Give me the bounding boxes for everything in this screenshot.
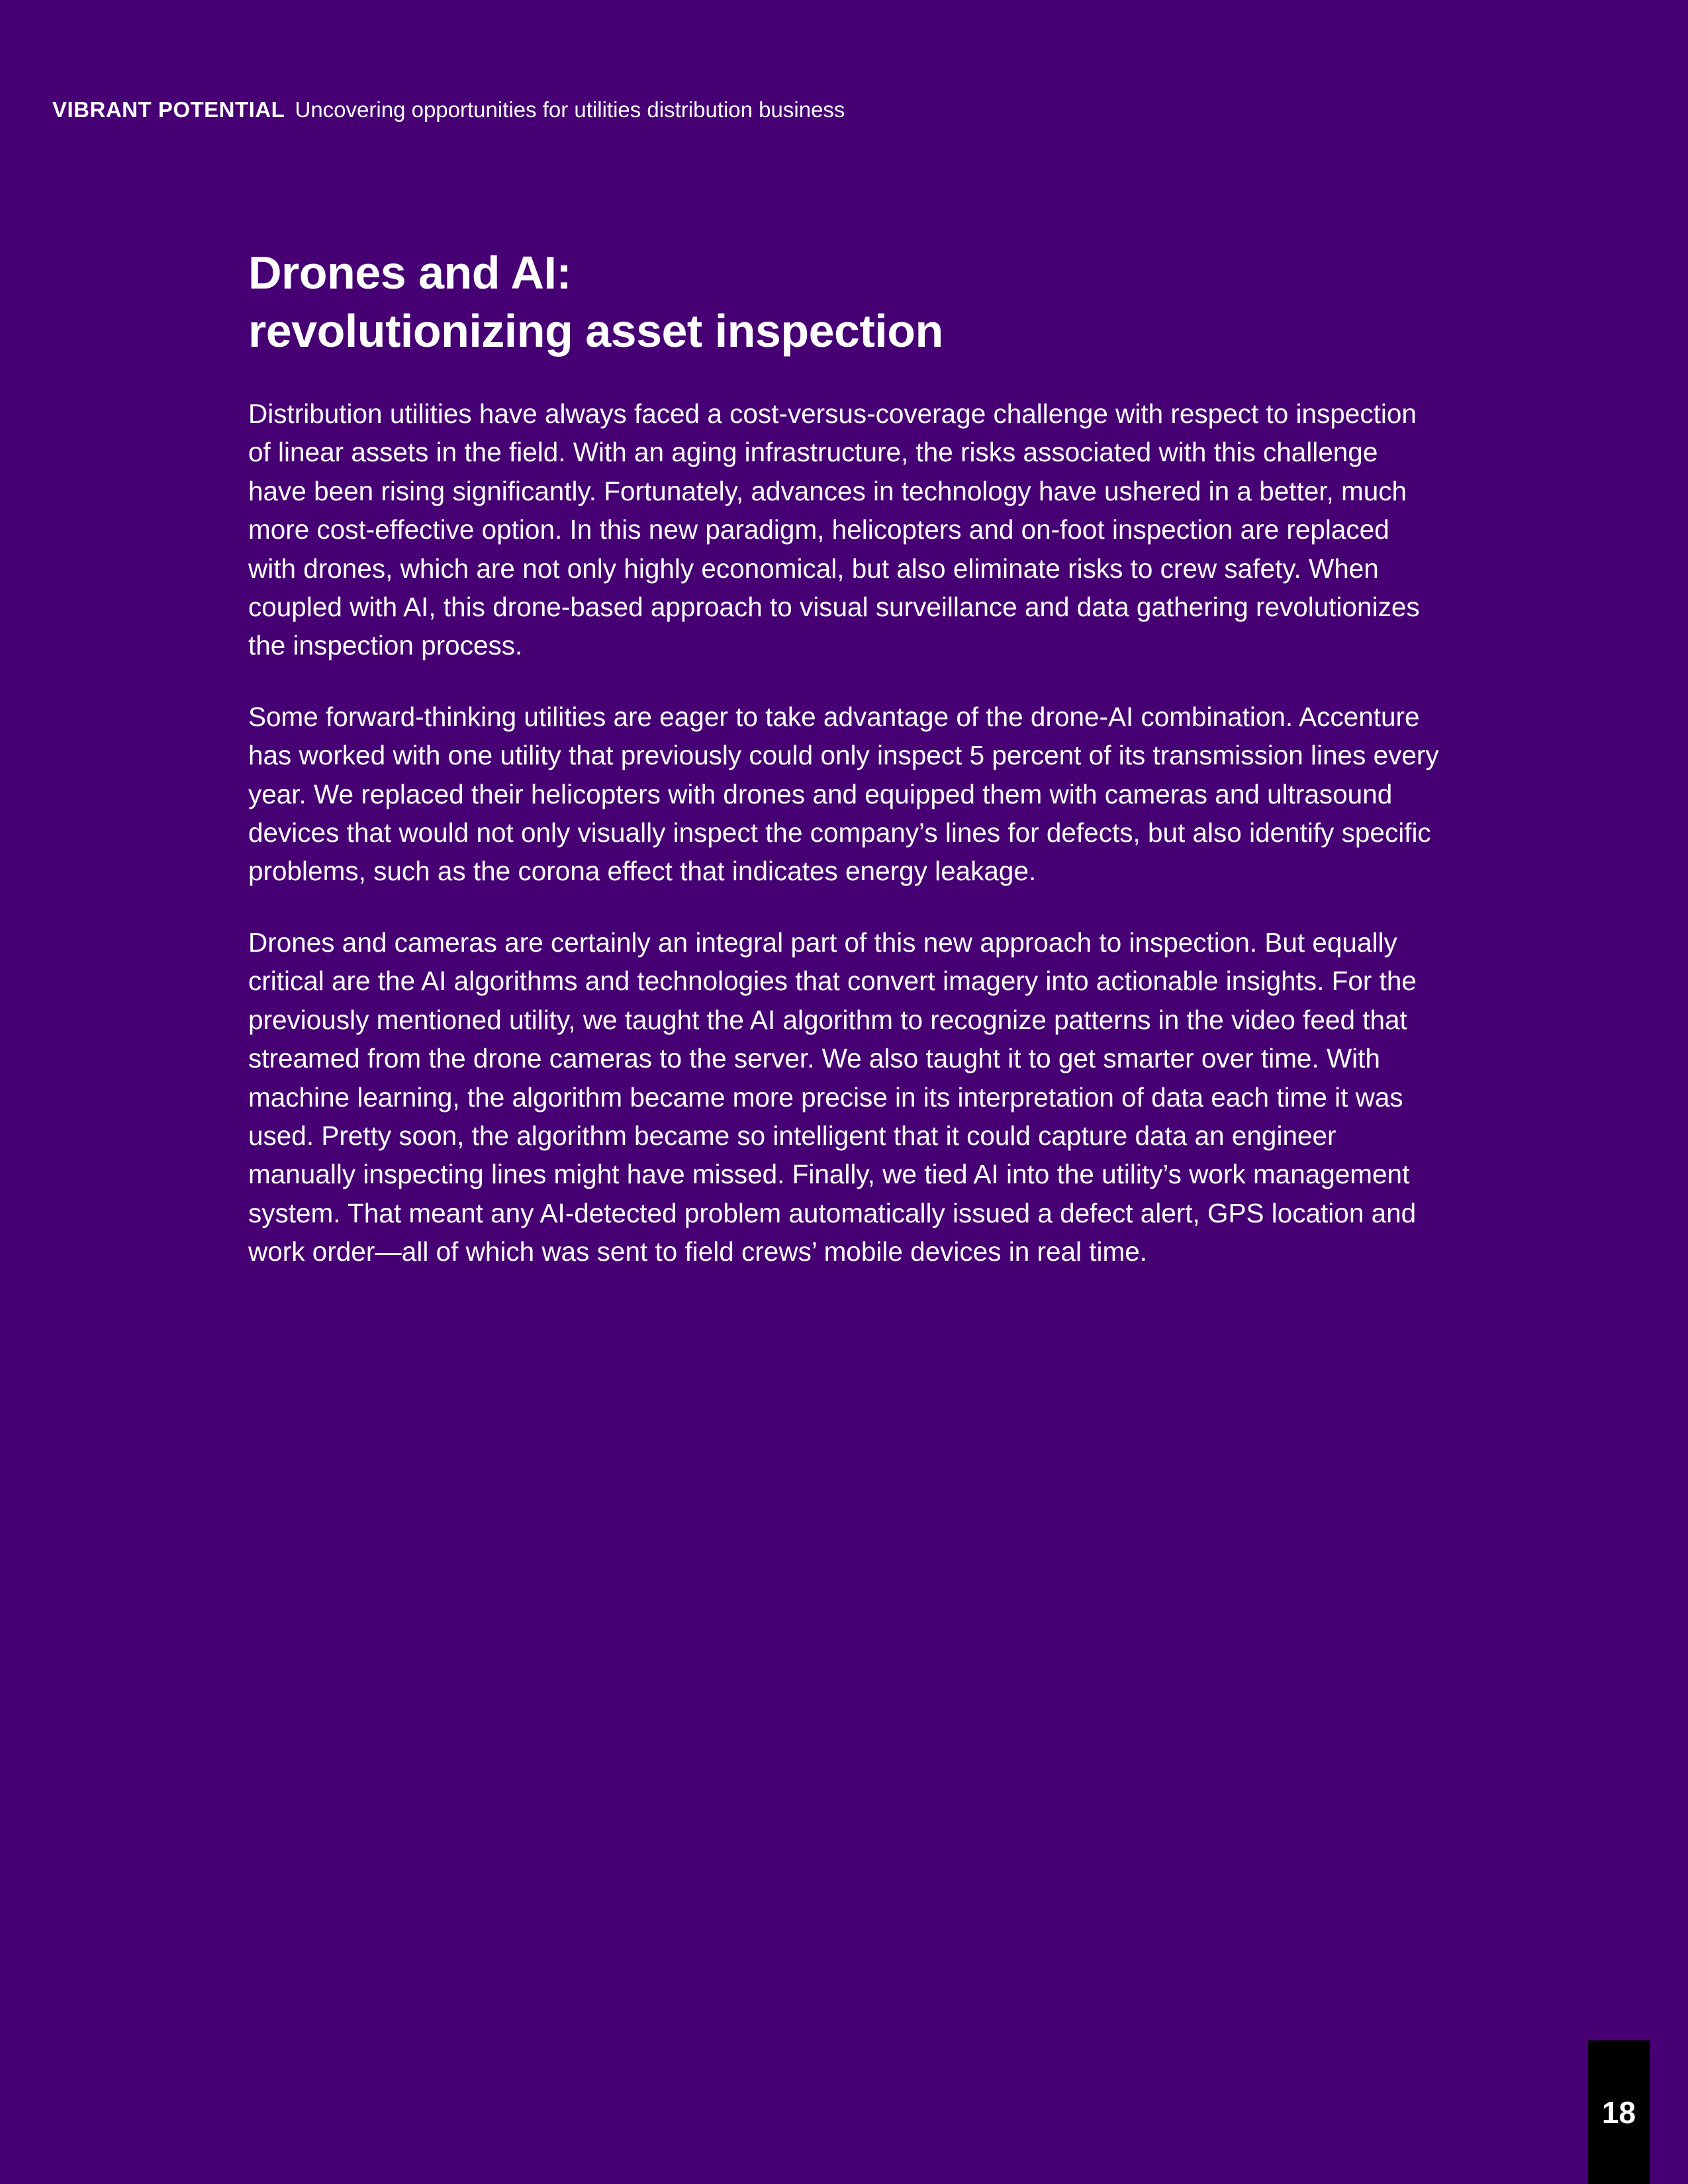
article-title-line-1: Drones and AI:	[248, 247, 572, 298]
article-body	[248, 394, 1440, 1271]
body-paragraph-3: Drones and cameras are certainly an integral part of this new approach to inspection. But equally critical are the AI algorithms and technologies that convert imagery into actionable insights. For the previously mentioned utility, we taught the AI algorithm to recognize patterns in the video feed that streamed from the drone cameras to the server. We also taught it to get smarter over time. With machine learning, the algorithm became more precise in its interpretation of data each time it was used. Pretty soon, the algorithm became so intelligent that it could capture data an engineer manually inspecting lines might have missed. Finally, we tied AI into the utility’s work management system. That meant any AI-detected problem automatically issued a defect alert, GPS location and work order—all of which was sent to field crews’ mobile devices in real time.	[248, 927, 1417, 1267]
article-title-line-2: revolutionizing asset inspection	[248, 305, 943, 357]
publication-subtitle: Uncovering opportunities for utilities distribution business	[295, 97, 845, 122]
article	[248, 244, 1440, 1304]
publication-brand: VIBRANT POTENTIAL	[52, 97, 285, 122]
body-paragraph-1: Distribution utilities have always faced a cost-versus-coverage challenge with respect to inspection of linear assets in the field. With an aging infrastructure, the risks associated with this challenge have been rising significantly. Fortunately, advances in technology have ushered in a better, much more cost-effective option. In this new paradigm, helicopters and on-foot inspection are replaced with drones, which are not only highly economical, but also eliminate risks to crew safety. When coupled with AI, this drone-based approach to visual surveillance and data gathering revolutionizes the inspection process.	[248, 398, 1420, 661]
article-title	[248, 244, 1440, 360]
running-header	[52, 97, 845, 123]
page-number: 18	[1588, 2040, 1650, 2184]
body-paragraph-2: Some forward-thinking utilities are eager to take advantage of the drone-AI combination. Accenture has worked with one utility that previously could only inspect 5 percent of its transmission lines every year. We replaced their helicopters with drones and equipped them with cameras and ultrasound devices that would not only visually inspect the company’s lines for defects, but also identify specific problems, such as the corona effect that indicates energy leakage.	[248, 701, 1439, 887]
